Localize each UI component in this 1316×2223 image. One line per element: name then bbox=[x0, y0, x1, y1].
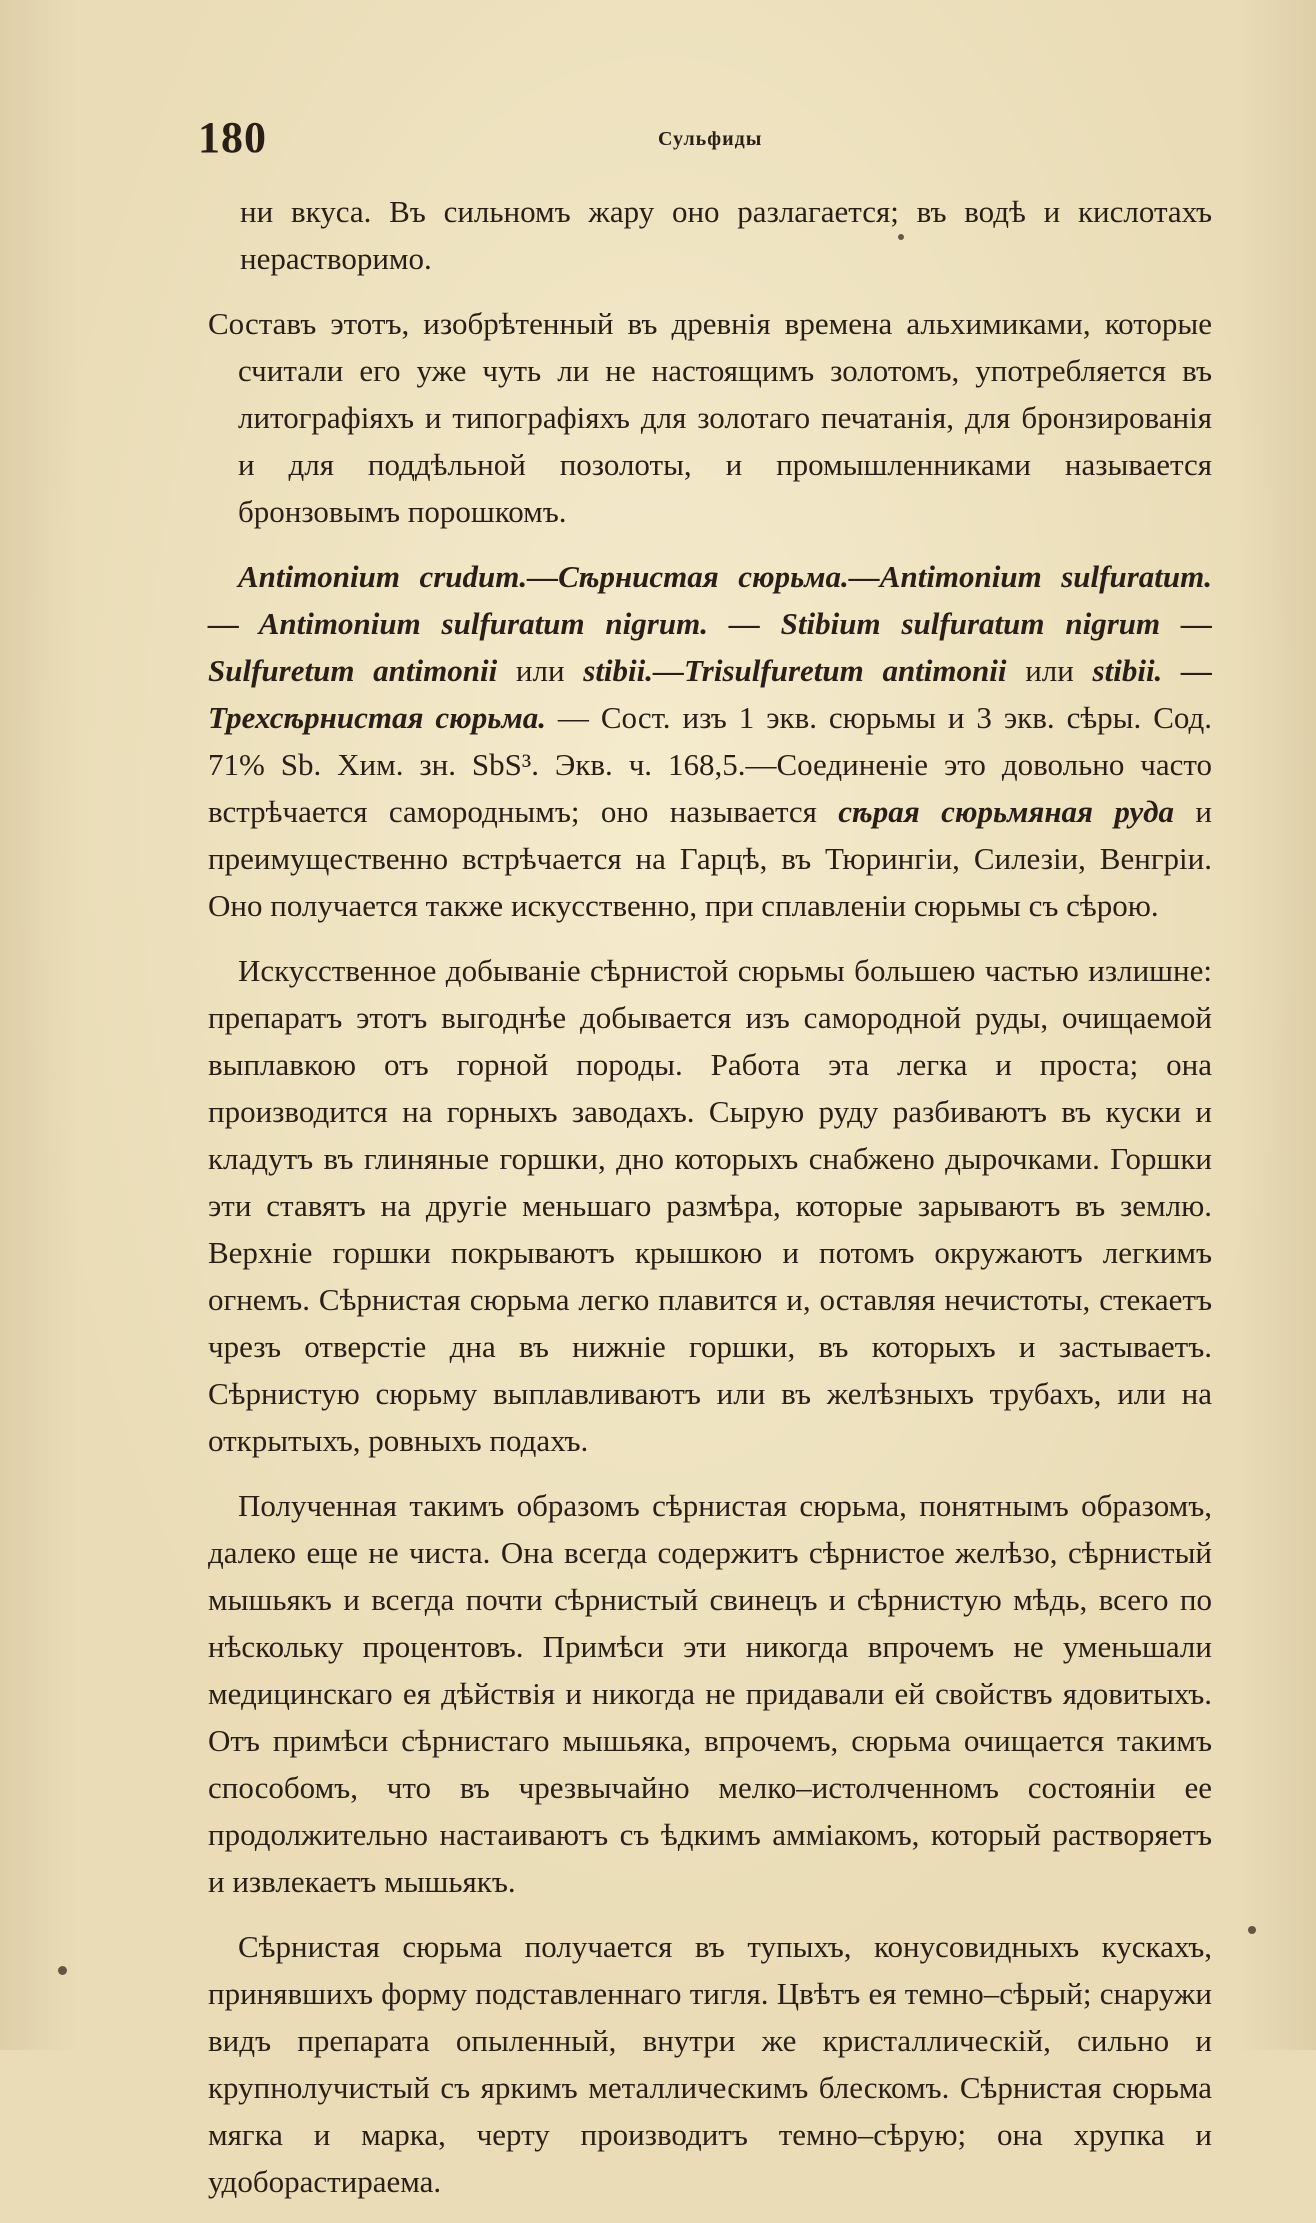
running-head: Сульфиды bbox=[658, 128, 763, 150]
ore-name: сѣрая сюрьмяная руда bbox=[838, 794, 1175, 829]
paragraph-antimonium-entry bbox=[208, 553, 1212, 929]
ink-speck bbox=[58, 1966, 67, 1975]
page-header bbox=[198, 112, 1128, 172]
main-text bbox=[208, 188, 1212, 2223]
ink-speck bbox=[898, 234, 904, 240]
conjunction-or: или bbox=[497, 653, 584, 688]
antimonium-names-2: stibii.—Trisulfuretum antimonii bbox=[583, 653, 1007, 688]
occurrence-text: и преимущественно встрѣчается на Гарцѣ, въ Тюрингіи, Силезіи, Венгріи. Оно получается также искусственно, при сплавленіи сюрьмы съ сѣрою. bbox=[208, 794, 1212, 923]
antimonium-names: Antimonium crudum.—Сѣрнистая сюрьма.—Antimonium sulfuratum. — Antimonium sulfuratum nigrum. — Stibium sulfuratum nigrum —Sulfuretum antimonii bbox=[208, 559, 1212, 688]
paragraph-bronze-powder: Составъ этотъ, изобрѣтенный въ древнія времена альхимиками, которые считали его уже чуть ли не настоящимъ золотомъ, употребляется въ литографіяхъ и типографіяхъ для золотаго печатанія, для бронзированія и для поддѣльной позолоты, и промышленниками называется бронзовымъ порошкомъ. bbox=[208, 306, 1212, 529]
composition-text: — Сост. изъ 1 экв. сюрьмы и 3 экв. сѣры. Сод. 71% Sb. Хим. зн. SbS³. Экв. ч. 168,5.—Соединеніе это довольно часто встрѣчается самороднымъ; оно называется bbox=[208, 700, 1212, 829]
paragraph-properties: Сѣрнистая сюрьма получается въ тупыхъ, конусовидныхъ кускахъ, принявшихъ форму подставленнаго тигля. Цвѣтъ ея темно–сѣрый; снаружи видъ препарата опыленный, внутри же кристаллическій, сильно и крупнолучистый съ яркимъ металлическимъ блескомъ. Сѣрнистая сюрьма мягка и марка, черту производитъ темно–сѣрую; она хрупка и удоборастираема. bbox=[208, 1929, 1212, 2199]
ink-speck bbox=[1248, 1926, 1256, 1934]
paragraph-continuation: ни вкуса. Въ сильномъ жару оно разлагается; въ водѣ и кислотахъ нерастворимо. bbox=[240, 194, 1212, 276]
paragraph-extraction: Искусственное добываніе сѣрнистой сюрьмы большею частью излишне: препаратъ этотъ выгоднѣе добывается изъ самородной руды, очищаемой выплавкою отъ горной породы. Работа эта легка и проста; она производится на горныхъ заводахъ. Сырую руду разбиваютъ въ куски и кладутъ въ глиняные горшки, дно которыхъ снабжено дырочками. Горшки эти ставятъ на другіе меньшаго размѣра, которые зарываютъ въ землю. Верхніе горшки покрываютъ крышкою и потомъ окружаютъ легкимъ огнемъ. Сѣрнистая сюрьма легко плавится и, оставляя нечистоты, стекаетъ чрезъ отверстіе дна въ нижніе горшки, въ которыхъ и застываетъ. Сѣрнистую сюрьму выплавливаютъ или въ желѣзныхъ трубахъ, или на открытыхъ, ровныхъ подахъ. bbox=[208, 953, 1212, 1458]
antimonium-names-3: stibii. — Трехсѣрнистая сюрьма. bbox=[208, 653, 1213, 735]
conjunction-or: или bbox=[1006, 653, 1093, 688]
page-number: 180 bbox=[198, 113, 267, 162]
paragraph-purity: Полученная такимъ образомъ сѣрнистая сюрьма, понятнымъ образомъ, далеко еще не чиста. Она всегда содержитъ сѣрнистое желѣзо, сѣрнистый мышьякъ и всегда почти сѣрнистый свинецъ и сѣрнистую мѣдь, всего по нѣскольку процентовъ. Примѣси эти никогда впрочемъ не уменьшали медицинскаго ея дѣйствія и никогда не придавали ей свойствъ ядовитыхъ. Отъ примѣси сѣрнистаго мышьяка, впрочемъ, сюрьма очищается такимъ способомъ, что въ чрезвычайно мелко–истолченномъ состояніи ее продолжительно настаиваютъ съ ѣдкимъ амміакомъ, который растворяетъ и извлекаетъ мышьякъ. bbox=[208, 1488, 1212, 1899]
